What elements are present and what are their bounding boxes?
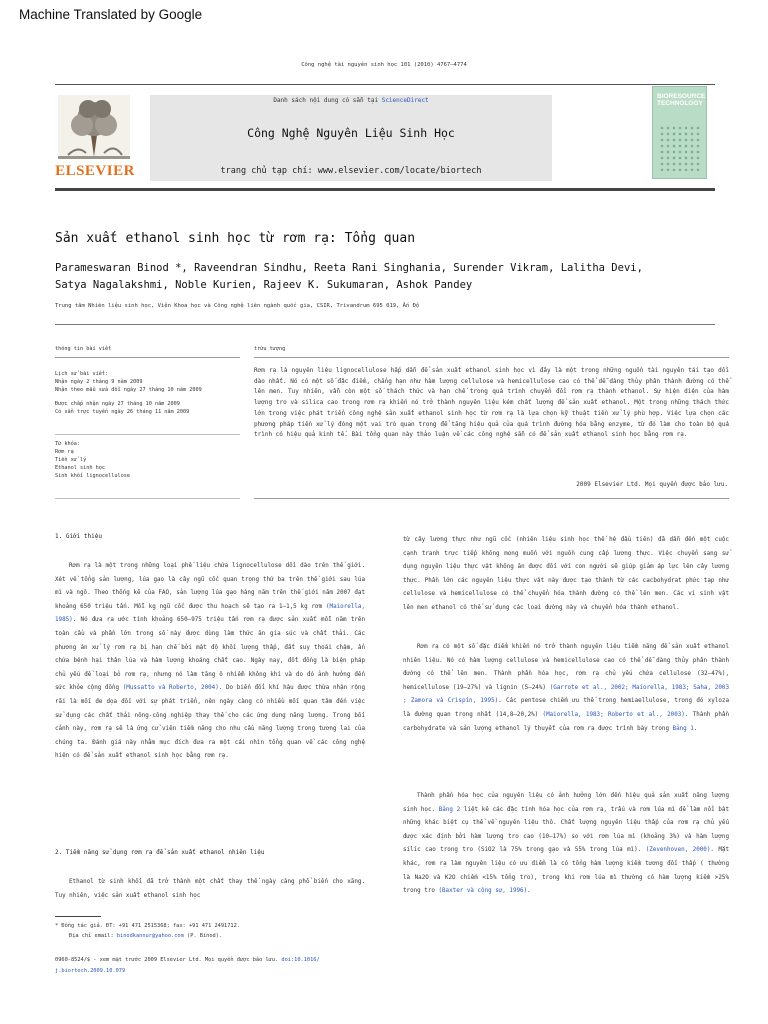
issn-line: 0960-8524/$ - xem mặt trước 2009 Elsevier Ltd. Mọi quyền được bảo lưu.	[55, 957, 282, 963]
keyword-item: Ethanol sinh học	[55, 465, 105, 471]
article-title: Sản xuất ethanol sinh học từ rơm rạ: Tổng quan	[55, 231, 416, 246]
article-info-rule	[55, 357, 240, 358]
keyword-item: Sinh khối lignocellulose	[55, 473, 130, 479]
footnote-rule	[55, 916, 101, 917]
contents-prefix: Danh sách nội dung có sẵn tại	[273, 97, 382, 104]
right-column-paragraph-1: từ cây lương thực như ngũ cốc (nhiên liệu sinh học thế hệ đầu tiên) đã dẫn đến một cuộc cạnh tranh trực tiếp không mong muốn với nguồn cung cấp lương thực. Việc chuyển sang sử dụng nguyên liệu thực vật không ăn được đối với con người sẽ giúp giảm áp lực lên cây lương thực. Phần lớn các nguyên liệu thực vật này được tạo thành từ các cacbohydrat phức tạp như cellulose và hemicellulose có thể chuyển hóa thành đường có thể lên men. Các vi sinh vật lên men ethanol có thể sử dụng các loại đường này và chuyển hóa thành ethanol.	[403, 537, 729, 611]
email-suffix: (P. Binod).	[183, 933, 223, 939]
sciencedirect-link[interactable]: ScienceDirect	[381, 97, 429, 104]
citation-link[interactable]: (Baxter và cộng sự, 1996)	[438, 888, 528, 895]
email-link[interactable]: binodkannur@yahoo.com	[116, 933, 184, 939]
doi-link-continued[interactable]: j.biortech.2009.10.079	[55, 968, 126, 974]
elsevier-tree-icon	[58, 95, 130, 159]
email-prefix: Địa chỉ email:	[69, 933, 117, 939]
received-date: Nhận ngày 2 tháng 9 năm 2009	[55, 379, 143, 385]
elsevier-wordmark: ELSEVIER	[55, 163, 135, 179]
abstract-heading: trừu tượng	[254, 346, 286, 352]
section-1-paragraph	[55, 560, 365, 764]
keyword-item: Rơm rạ	[55, 449, 74, 455]
article-history	[55, 370, 240, 416]
affiliation-divider	[55, 324, 715, 325]
contents-available-line	[150, 97, 552, 104]
keywords-block	[55, 440, 240, 480]
table-link[interactable]: Bảng 2	[438, 806, 461, 813]
paragraph-text: . Các pentose chiếm ưu thế trong hemiaellulose, trong đó xyloza là đường quan trọng nhất (14,8–20,2%)	[403, 698, 729, 718]
keyword-item: Tiền xử lý	[55, 457, 87, 463]
author-contact: * Đồng tác giả. ĐT: +91 471 2515368; fax: +91 471 2491712.	[55, 923, 240, 929]
history-label: Lịch sử bài viết:	[55, 371, 109, 377]
citation-link[interactable]: (Maiorella, 1983; Roberto et al., 2003)	[542, 711, 685, 718]
machine-translated-banner: Machine Translated by Google	[19, 7, 203, 22]
affiliation: Trung tâm Nhiên liệu sinh học, Viện Khoa học và Công nghệ liên ngành quốc gia, CSIR, Trivandrum 695 019, Ấn Độ	[55, 303, 420, 309]
paragraph-text: Thành phần hóa học của nguyên liệu có ảnh hưởng lớn đến hiệu quả sản xuất năng lượng sinh học.	[403, 793, 729, 813]
paragraph-text: Rơm rạ có một số đặc điểm khiến nó trở thành nguyên liệu tiềm năng để sản xuất ethanol nhiên liệu. Nó có hàm lượng cellulose và hemicellulose cao có thể dễ dàng thủy phân thành đường có thể lên men. Thành phần hóa học, rơm rạ chủ yếu chứa cellulose (32–47%), hemicellulose (19–27%) và lignin (5–24%)	[403, 644, 729, 691]
keywords-label: Từ khóa:	[55, 441, 80, 447]
page-footer	[55, 955, 365, 977]
abstract-rule	[254, 357, 729, 358]
accepted-date: Được chấp nhận ngày 27 tháng 10 năm 2009	[55, 401, 180, 407]
paragraph-text: . Do biến đổi khí hậu được thừa nhận rộng rãi là mối đe dọa đối với sự phát triển, nên ngày càng có nhiều mối quan tâm đến việc sử dụng các chất thải nông-công nghiệp thay thế cho các ứng dụng năng lượng. Trong bối cảnh này, rơm rạ sẽ là ứng cử viên tiềm năng cho nhu cầu năng lượng trong tương lai của chúng ta. Đánh giá này nhằm mục đích đưa ra một cái nhìn tổng quan về các công nghệ hiện có để sản xuất ethanol sinh học bằng rơm rạ.	[55, 685, 365, 760]
cover-title: BIORESOURCE TECHNOLOGY	[657, 93, 706, 107]
paragraph-text: .	[527, 888, 531, 895]
author-list: Parameswaran Binod *, Raveendran Sindhu, Reeta Rani Singhania, Surender Vikram, Lalitha Devi, Satya Nagalakshmi, Noble Kurien, Rajeev K. Sukumaran, Ashok Pandey	[55, 262, 643, 291]
journal-title: Công Nghệ Nguyên Liệu Sinh Học	[247, 126, 455, 140]
paragraph-text: Rơm rạ là một trong những loại phế liệu chứa lignocellulose dồi dào trên thế giới. Xét về tổng sản lượng, lúa gạo là cây ngũ cốc quan trọng thứ ba trên thế giới sau lúa mì và ngô. Theo thống kê của FAO, sản lượng lúa gạo hàng năm trên thế giới năm 2007 đạt khoảng 650 triệu tấn. Mỗi kg ngũ cốc được thu hoạch sẽ tạo ra 1–1,5 kg rơm	[55, 563, 365, 610]
top-rule	[55, 84, 715, 85]
right-column-paragraph-2	[403, 641, 729, 736]
corresponding-author-footnote	[55, 921, 365, 941]
elsevier-logo[interactable]	[55, 95, 135, 181]
citation-link[interactable]: (Zevenhoven, 2000)	[645, 847, 711, 854]
doi-link[interactable]: doi:10.1016/	[281, 957, 320, 963]
citation-link[interactable]: (Mussatto và Roberto, 2004)	[122, 685, 219, 692]
revised-date: Nhận theo mẫu sửa đổi ngày 27 tháng 10 năm 2009	[55, 387, 202, 393]
section-1-heading: 1. Giới thiệu	[55, 533, 102, 540]
section-2-heading: 2. Tiềm năng sử dụng rơm rạ để sản xuất ethanol nhiên liệu	[55, 849, 265, 856]
abstract-text: Rơm rạ là nguyên liệu lignocellulose hấp dẫn để sản xuất ethanol sinh học vì đây là một trong những nguồn tài nguyên tái tạo dồi dào nhất. Nó có một số đặc điểm, chẳng hạn như hàm lượng cellulose và hemicellulose cao có thể dễ dàng thủy phân thành đường có thể lên men. Tuy nhiên, vẫn còn một số thách thức và hạn chế trong quá trình chuyển đổi rơm rạ thành ethanol. Sự hiện diện của hàm lượng tro và silica cao trong rơm rạ khiến nó trở thành nguyên liệu kém chất lượng để sản xuất ethanol. Một trong những thách thức lớn trong việc phát triển công nghệ sản xuất ethanol sinh học từ rơm rạ là lựa chọn kỹ thuật tiền xử lý phù hợp. Việc lựa chọn các phương pháp tiền xử lý đóng một vai trò quan trọng để tăng hiệu quả của quá trình đường hóa bằng enzyme, từ đó làm cho toàn bộ quá trình có hiệu quả kinh tế. Bài tổng quan này thảo luận về các công nghệ sẵn có để sản xuất ethanol sinh học bằng rơm rạ.	[254, 367, 729, 439]
right-column-paragraph-3	[403, 790, 729, 899]
paragraph-text: . Nó đưa ra ước tính khoảng 650–975 triệu tấn rơm rạ được sản xuất mỗi năm trên toàn cầu và phần lớn trong số này được dùng làm thức ăn gia súc và chất thải. Các phương án xử lý rơm rạ bị hạn chế bởi mật độ khối lượng thấp, đất suy thoái chậm, ẩn chứa bệnh hại thân lúa và hàm lượng khoáng chất cao. Ngày nay, đốt đồng là biện pháp chủ yếu để loại bỏ rơm rạ, nhưng nó làm tăng ô nhiễm không khí và do đó ảnh hưởng đến sức khỏe cộng đồng	[55, 617, 365, 692]
table-link[interactable]: Bảng 1	[672, 725, 694, 732]
paragraph-text: . Thành phần carbohydrate và sản lượng ethanol lý thuyết của rơm rạ được trình bày trong	[403, 711, 729, 732]
journal-reference: Công nghệ tài nguyên sinh học 101 (2010) 4767–4774	[301, 62, 467, 68]
paragraph-text: liệt kê các đặc tính hóa học của rơm rạ, trấu và rơm lúa mì để làm nổi bật những khác biệt cụ thể về nguyên liệu thô. Chất lượng nguyên liệu thấp của rơm rạ chủ yếu được xác định bởi hàm lượng tro cao (10–17%) so với rơm lúa mì (khoảng 3%) và hàm lượng silic cao trong tro (SiO2 là 75% trong gạo và 55% trong lúa mì).	[403, 806, 729, 854]
section-2-paragraph: Ethanol từ sinh khối đã trở thành một chất thay thế ngày càng phổ biến cho xăng. Tuy nhiên, việc sản xuất ethanol sinh học	[55, 879, 365, 899]
cover-pattern	[659, 125, 701, 171]
online-date: Có sẵn trực tuyến ngày 26 tháng 11 năm 2009	[55, 409, 190, 415]
journal-homepage-line[interactable]: trang chủ tạp chí: www.elsevier.com/locate/biortech	[220, 166, 482, 176]
keywords-rule	[55, 434, 240, 435]
citation-link[interactable]: (Maiorella, 1985)	[55, 603, 365, 624]
paragraph-text: .	[693, 725, 698, 732]
info-end-rule	[55, 498, 240, 499]
journal-cover-thumbnail[interactable]	[652, 86, 707, 179]
article-info-heading: thông tin bài viết	[55, 346, 112, 352]
citation-link[interactable]: (Garrote et al., 2002; Maiorella, 1983; Saha, 2003 ; Zamora và Crispín, 1995)	[403, 684, 729, 705]
abstract-end-rule	[254, 498, 729, 499]
abstract-copyright: 2009 Elsevier Ltd. Mọi quyền được bảo lưu.	[576, 481, 728, 488]
paragraph-text: . Mặt khác, rơm rạ làm nguyên liệu có ưu điểm là có tổng hàm lượng kiềm tương đối thấp ( thường là Na2O và K2O chiếm <15% tổng tro), trong khi rơm lúa mì thường có hàm lượng kiềm >25% trong tro	[403, 847, 730, 895]
header-divider	[55, 188, 715, 191]
